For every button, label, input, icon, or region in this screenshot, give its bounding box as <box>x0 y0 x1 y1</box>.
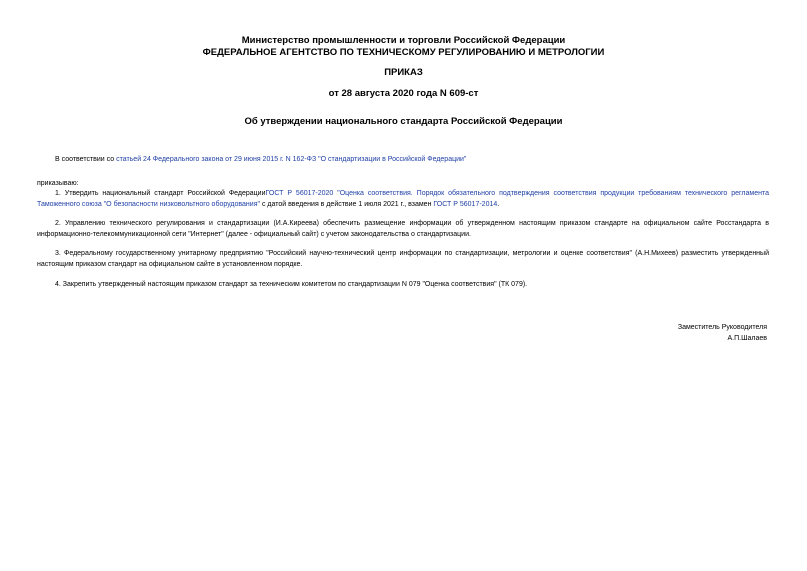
document-type: ПРИКАЗ <box>384 67 423 78</box>
paragraph-2: 2. Управлению технического регулирования и стандартизации (И.А.Киреева) обеспечить размещение информации об утвержденном настоящим приказом стандарте на официальном сайте Росстандарта в информационно-телекоммуникационной сети "Интернет" (далее - официальный сайт) с учетом законодательства о стандартизации. <box>37 220 769 238</box>
signature-title: Заместитель Руководителя <box>677 324 767 331</box>
document-subject: Об утверждении национального стандарта Российской Федерации <box>244 116 563 127</box>
gost-2014-link[interactable]: ГОСТ Р 56017-2014 <box>433 201 498 208</box>
paragraph-1-mid: с датой введения в действие 1 июля 2021 г., взамен <box>260 201 434 208</box>
document-date-number: от 28 августа 2020 года N 609-ст <box>328 88 479 99</box>
paragraph-1-end: . <box>497 201 500 208</box>
order-word: приказываю: <box>37 180 79 187</box>
agency-name: ФЕДЕРАЛЬНОЕ АГЕНТСТВО ПО ТЕХНИЧЕСКОМУ РЕГУЛИРОВАНИЮ И МЕТРОЛОГИИ <box>202 47 605 58</box>
gost-2020-link[interactable]: ГОСТ Р 56017-2020 "Оценка соответствия. Порядок обязательного подтверждения соответствия продукции требованиям технического регламента Таможенного союза "О безопасности низковольтного оборудования" <box>37 190 769 208</box>
ministry-name: Министерство промышленности и торговли Российской Федерации <box>241 35 566 46</box>
signature-name: А.П.Шалаев <box>727 335 767 342</box>
preamble <box>37 154 769 165</box>
paragraph-4: 4. Закрепить утвержденный настоящим приказом стандарт за техническим комитетом по стандартизации N 079 "Оценка соответствия" (ТК 079). <box>55 281 528 288</box>
paragraph-1-text: 1. Утвердить национальный стандарт Российской Федерации <box>55 190 266 197</box>
paragraph-3: 3. Федеральному государственному унитарному предприятию "Российский научно-технический центр информации по стандартизации, метрологии и оценке соответствия" (А.Н.Михеев) разместить утвержденный настоящим приказом стандарт на официальном сайте в установленном порядке. <box>37 250 769 268</box>
preamble-text: В соответствии со <box>55 156 117 163</box>
paragraph-1 <box>37 188 769 210</box>
federal-law-link[interactable]: статьей 24 Федерального закона от 29 июня 2015 г. N 162-ФЗ "О стандартизации в Российской Федерации" <box>116 156 467 163</box>
